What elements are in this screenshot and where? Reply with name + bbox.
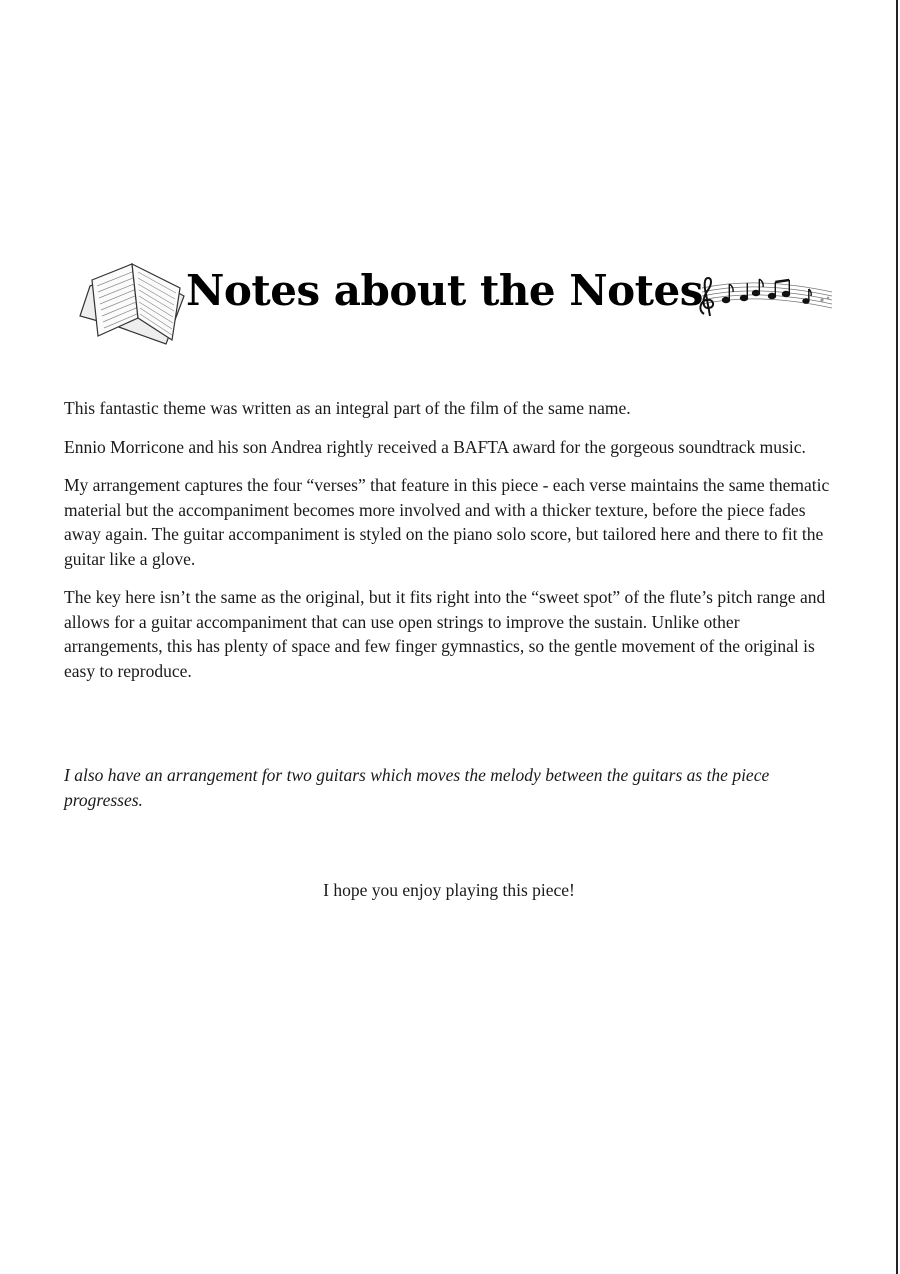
paragraph: Ennio Morricone and his son Andrea rightly received a BAFTA award for the gorgeous soundtrack music. xyxy=(64,436,806,457)
paragraph: This fantastic theme was written as an integral part of the film of the same name. xyxy=(64,398,631,418)
italic-note: I also have an arrangement for two guitars which moves the melody between the guitars as the piece progresses. xyxy=(64,765,770,810)
open-book-icon xyxy=(76,256,188,348)
paragraph: The key here isn’t the same as the original, but it fits right into the “sweet spot” of the flute’s pitch range and allows for a guitar accompaniment that can use open strings to improve the sustain. Unlike other arrangements, this has plenty of space and few finger gymnastics, so the gentle movement of the original is easy to reproduce. xyxy=(64,587,826,681)
page-title: Notes about the Notes xyxy=(186,266,703,315)
body-text xyxy=(64,396,834,697)
page-header xyxy=(76,256,836,356)
closing-line: I hope you enjoy playing this piece! xyxy=(323,880,575,900)
music-notes-staff-icon xyxy=(688,274,834,318)
paragraph: My arrangement captures the four “verses” that feature in this piece - each verse maintains the same thematic material but the accompaniment becomes more involved and with a thicker texture, before the piece fades away again. The guitar accompaniment is styled on the piano solo score, but tailored here and there to fit the guitar like a glove. xyxy=(64,475,830,569)
